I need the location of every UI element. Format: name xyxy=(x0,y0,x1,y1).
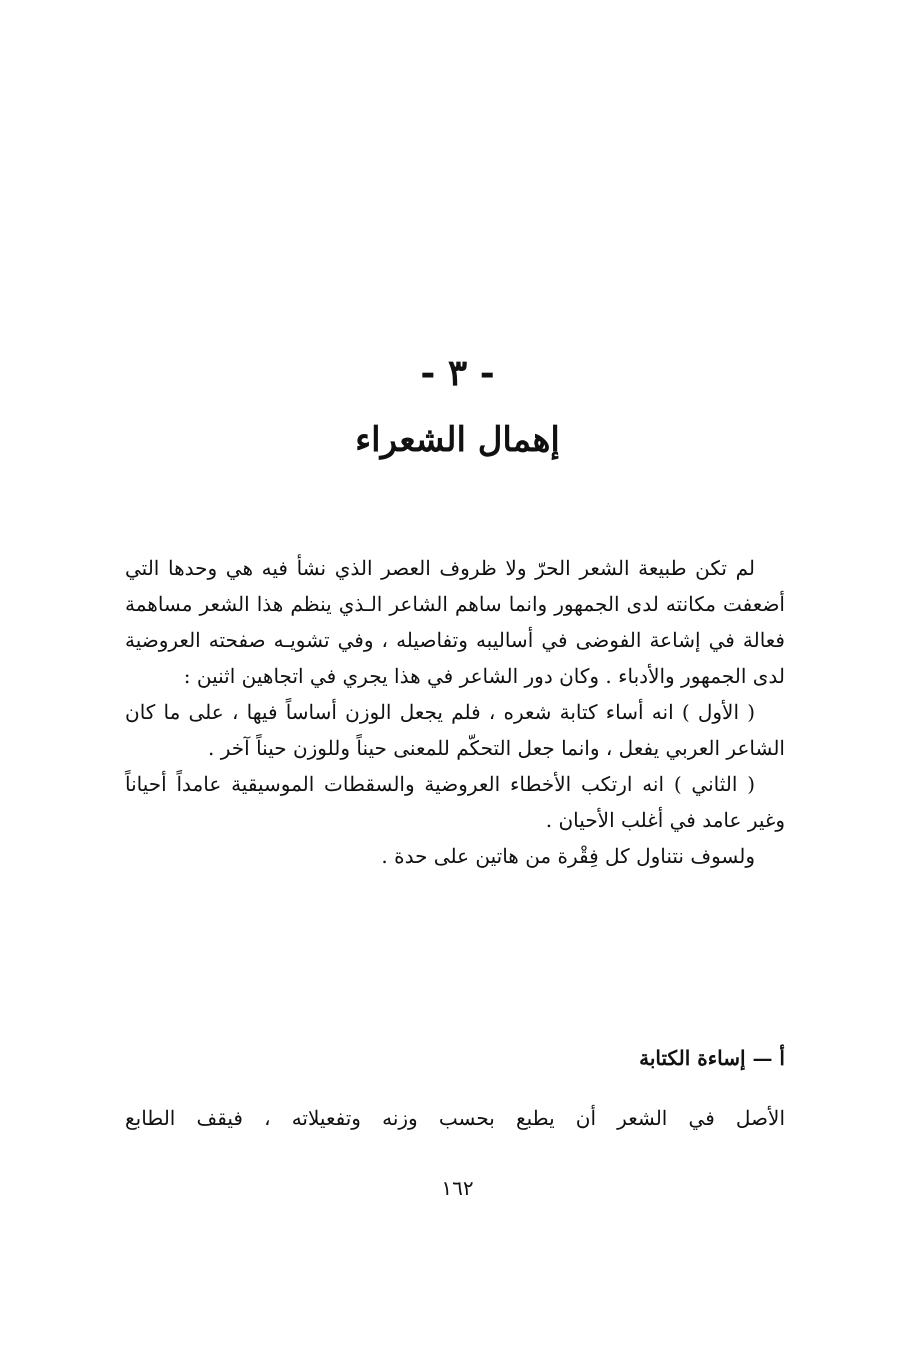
section-heading: أ — إساءة الكتابة xyxy=(639,1046,785,1070)
section-text: الأصل في الشعر أن يطبع بحسب وزنه وتفعيلاته ، فيقف الطابع xyxy=(125,1106,785,1130)
paragraph-closing: ولسوف نتناول كل فِقْرة من هاتين على حدة . xyxy=(381,844,755,868)
chapter-title: إهمال الشعراء xyxy=(355,420,560,460)
paragraph-intro: لم تكن طبيعة الشعر الحرّ ولا ظروف العصر الذي نشأ فيه هي وحدها التي أضعفت مكانته لدى الجمهور وانما ساهم الشاعر الـذي ينظم هذا الشعر مساهمة فعالة في إشاعة الفوضى في أساليبه وتفاصيله ، وفي تشويـه صفحته العروضية لدى الجمهور والأدباء . وكان دور الشاعر في هذا يجري في اتجاهين اثنين : xyxy=(125,556,785,688)
paragraph-second-point: ( الثاني ) انه ارتكب الأخطاء العروضية والسقطات الموسيقية عامداً أحياناً وغير عامد في أغلب الأحيان . xyxy=(125,772,785,832)
chapter-body xyxy=(125,550,785,874)
page-number: ١٦٢ xyxy=(441,1176,474,1200)
paragraph-first-point: ( الأول ) انه أساء كتابة شعره ، فلم يجعل الوزن أساساً فيها ، على ما كان الشاعر العربي يفعل ، وانما جعل التحكّم للمعنى حيناً وللوزن حيناً آخر . xyxy=(125,700,785,760)
chapter-number: - ٣ - xyxy=(420,352,495,394)
